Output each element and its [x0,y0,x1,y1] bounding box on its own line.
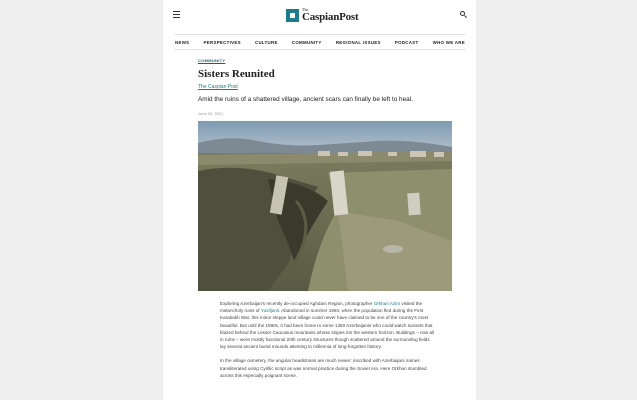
article-title: Sisters Reunited [198,68,275,80]
nav-news[interactable]: NEWS [175,39,190,45]
article-body [220,300,435,386]
article-page [163,0,476,400]
body-paragraph [220,300,435,350]
site-logo[interactable] [286,7,358,23]
logo-small-text: The [302,7,309,12]
article-header [198,58,452,116]
header [163,0,476,30]
logo-mark-icon [286,9,299,22]
publish-date: June 00, 2021 [198,111,224,116]
menu-icon[interactable] [173,11,180,18]
body-paragraph: In the village cemetery, the angular headstones are much newer: inscribed with Azerbaijani names transliterated using Cyrillic script as was normal practice during the Soviet era. Here Orkhan stumbled across this especially poignant scene. [220,358,427,378]
main-nav [175,34,465,50]
body-text: Exploring Azerbaijan's recently de-occupied Aghdam Region, photographer [220,301,374,306]
body-text: visited the melancholy ruins of [220,301,423,314]
article-photo [198,121,452,291]
nav-culture[interactable]: CULTURE [254,39,278,45]
nav-regional-issues[interactable]: REGIONAL ISSUES [335,39,381,45]
nav-podcast[interactable]: PODCAST [394,39,419,45]
village-link[interactable]: Yusifjanli [260,308,279,314]
nav-perspectives[interactable]: PERSPECTIVES [203,39,241,45]
nav-who-we-are[interactable]: WHO WE ARE [432,39,465,45]
author-link[interactable]: The Caspian Post [198,84,238,90]
category-tag[interactable]: COMMUNITY [198,58,226,63]
photographer-link[interactable]: Orkhan Azim [373,301,401,306]
body-text: . Abandoned in summer 1993, when the population fled during the First Karabakh War, this minor steppe land village could never have claimed to be one of the country's most beautiful. But until the 1990s, it had been home to some 1350 Azerbaijanis who could watch sunsets that blazed behind the Lesser Caucasus mountains whose slopes rim the western horizon. Buildings – now all in ruins – were mostly functional 20th century structures though scattered around the surrounding fields lay several ancient burial mounds attesting to millennia of long-forgotten history. [220,308,435,350]
article-subtitle: Amid the ruins of a shattered village, ancient scars can finally be left to heal. [198,96,413,103]
nav-community[interactable]: COMMUNITY [291,39,322,45]
logo-text: CaspianPost [302,11,359,23]
search-icon[interactable] [460,11,467,18]
